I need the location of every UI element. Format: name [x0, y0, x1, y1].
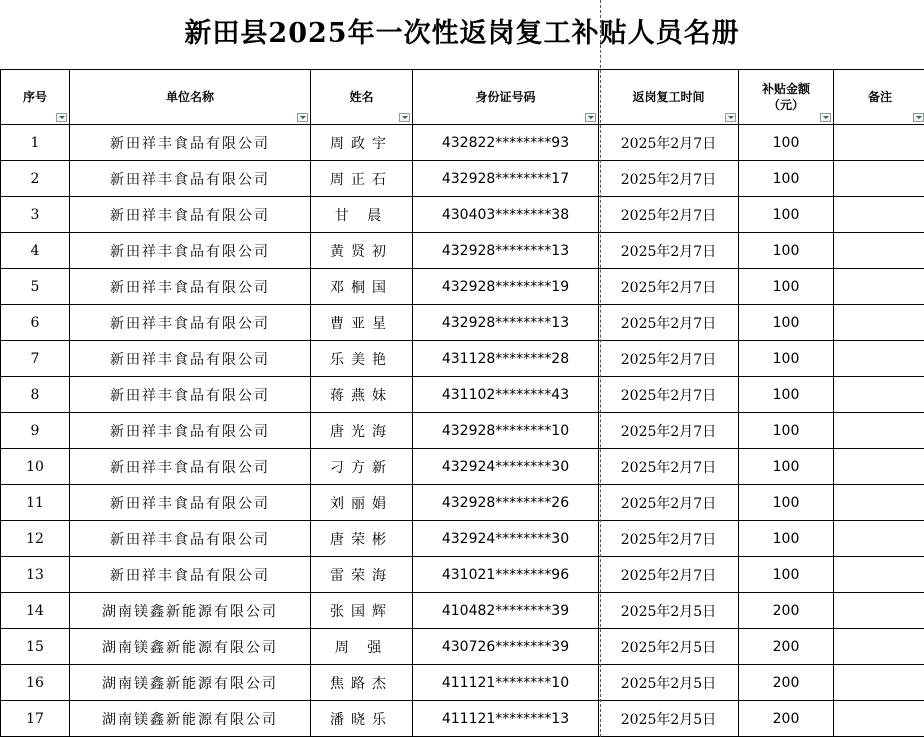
header-id	[413, 70, 599, 125]
cell-amount[interactable]: 100	[739, 341, 834, 377]
cell-remark[interactable]	[834, 629, 924, 665]
header-unit-label: 单位名称	[165, 90, 214, 104]
header-amount-label: 补贴金额	[761, 82, 810, 96]
cell-return-date[interactable]: 2025年2月7日	[599, 305, 739, 341]
cell-seq[interactable]: 13	[1, 557, 70, 593]
cell-return-date[interactable]: 2025年2月5日	[599, 665, 739, 701]
cell-return-date[interactable]: 2025年2月7日	[599, 233, 739, 269]
cell-return-date[interactable]: 2025年2月7日	[599, 269, 739, 305]
cell-return-date[interactable]: 2025年2月5日	[599, 593, 739, 629]
cell-amount[interactable]: 100	[739, 485, 834, 521]
cell-seq[interactable]: 2	[1, 161, 70, 197]
table-row	[1, 197, 924, 233]
cell-amount[interactable]: 200	[739, 593, 834, 629]
cell-unit[interactable]: 湖南镁鑫新能源有限公司	[70, 701, 311, 737]
page-break-line	[600, 0, 601, 737]
cell-name[interactable]: 甘 晨	[311, 197, 413, 233]
document-title: 新田县2025年一次性返岗复工补贴人员名册	[184, 18, 740, 49]
table-row	[1, 665, 924, 701]
cell-seq[interactable]: 7	[1, 341, 70, 377]
cell-id-number[interactable]: 432928********17	[413, 161, 599, 197]
cell-return-date[interactable]: 2025年2月7日	[599, 413, 739, 449]
cell-id-number[interactable]: 432928********10	[413, 413, 599, 449]
cell-return-date[interactable]: 2025年2月7日	[599, 125, 739, 161]
cell-name[interactable]: 刁方新	[311, 449, 413, 485]
header-remark	[834, 70, 924, 125]
cell-amount[interactable]: 100	[739, 197, 834, 233]
cell-return-date[interactable]: 2025年2月7日	[599, 557, 739, 593]
table-row	[1, 269, 924, 305]
cell-amount[interactable]: 100	[739, 413, 834, 449]
cell-seq[interactable]: 9	[1, 413, 70, 449]
filter-dropdown-icon[interactable]	[585, 113, 596, 122]
cell-unit[interactable]: 新田祥丰食品有限公司	[70, 377, 311, 413]
cell-remark[interactable]	[834, 305, 924, 341]
roster-table	[0, 69, 924, 737]
cell-return-date[interactable]: 2025年2月7日	[599, 521, 739, 557]
cell-name[interactable]: 黄贤初	[311, 233, 413, 269]
cell-unit[interactable]: 新田祥丰食品有限公司	[70, 305, 311, 341]
cell-amount[interactable]: 100	[739, 521, 834, 557]
cell-name[interactable]: 曹亚星	[311, 305, 413, 341]
cell-unit[interactable]: 新田祥丰食品有限公司	[70, 485, 311, 521]
table-row	[1, 485, 924, 521]
cell-return-date[interactable]: 2025年2月5日	[599, 701, 739, 737]
cell-unit[interactable]: 新田祥丰食品有限公司	[70, 233, 311, 269]
cell-amount[interactable]: 100	[739, 269, 834, 305]
filter-dropdown-icon[interactable]	[56, 113, 67, 122]
cell-unit[interactable]: 新田祥丰食品有限公司	[70, 269, 311, 305]
cell-id-number[interactable]: 432924********30	[413, 521, 599, 557]
header-remark-label: 备注	[867, 90, 892, 104]
cell-seq[interactable]: 5	[1, 269, 70, 305]
table-row	[1, 341, 924, 377]
table-row	[1, 125, 924, 161]
cell-remark[interactable]	[834, 233, 924, 269]
cell-seq[interactable]: 15	[1, 629, 70, 665]
cell-name[interactable]: 周 强	[311, 629, 413, 665]
cell-remark[interactable]	[834, 125, 924, 161]
cell-unit[interactable]: 湖南镁鑫新能源有限公司	[70, 665, 311, 701]
cell-id-number[interactable]: 430403********38	[413, 197, 599, 233]
cell-unit[interactable]: 新田祥丰食品有限公司	[70, 413, 311, 449]
cell-remark[interactable]	[834, 269, 924, 305]
cell-amount[interactable]: 100	[739, 125, 834, 161]
cell-remark[interactable]	[834, 557, 924, 593]
header-amount-unit: （元）	[767, 98, 804, 112]
cell-unit[interactable]: 新田祥丰食品有限公司	[70, 557, 311, 593]
cell-seq[interactable]: 6	[1, 305, 70, 341]
cell-name[interactable]: 周政宇	[311, 125, 413, 161]
cell-amount[interactable]: 100	[739, 305, 834, 341]
cell-remark[interactable]	[834, 413, 924, 449]
cell-remark[interactable]	[834, 377, 924, 413]
cell-remark[interactable]	[834, 449, 924, 485]
roster-body	[1, 125, 924, 737]
cell-seq[interactable]: 1	[1, 125, 70, 161]
cell-seq[interactable]: 17	[1, 701, 70, 737]
cell-seq[interactable]: 4	[1, 233, 70, 269]
cell-remark[interactable]	[834, 197, 924, 233]
cell-unit[interactable]: 新田祥丰食品有限公司	[70, 197, 311, 233]
cell-seq[interactable]: 10	[1, 449, 70, 485]
cell-remark[interactable]	[834, 701, 924, 737]
table-row	[1, 305, 924, 341]
cell-name[interactable]: 唐荣彬	[311, 521, 413, 557]
cell-amount[interactable]: 100	[739, 557, 834, 593]
cell-seq[interactable]: 8	[1, 377, 70, 413]
header-row	[1, 70, 924, 125]
cell-id-number[interactable]: 431102********43	[413, 377, 599, 413]
cell-name[interactable]: 张国辉	[311, 593, 413, 629]
header-name-label: 姓名	[349, 90, 374, 104]
table-row	[1, 413, 924, 449]
header-seq	[1, 70, 70, 125]
cell-unit[interactable]: 新田祥丰食品有限公司	[70, 161, 311, 197]
cell-seq[interactable]: 11	[1, 485, 70, 521]
cell-name[interactable]: 雷荣海	[311, 557, 413, 593]
cell-return-date[interactable]: 2025年2月7日	[599, 341, 739, 377]
cell-remark[interactable]	[834, 341, 924, 377]
cell-seq[interactable]: 16	[1, 665, 70, 701]
header-time	[599, 70, 739, 125]
cell-id-number[interactable]: 430726********39	[413, 629, 599, 665]
filter-dropdown-icon[interactable]	[725, 113, 736, 122]
cell-return-date[interactable]: 2025年2月5日	[599, 629, 739, 665]
cell-amount[interactable]: 200	[739, 665, 834, 701]
filter-dropdown-icon[interactable]	[297, 113, 308, 122]
table-row	[1, 233, 924, 269]
filter-dropdown-icon[interactable]	[913, 113, 924, 122]
cell-name[interactable]: 焦路杰	[311, 665, 413, 701]
cell-name[interactable]: 周正石	[311, 161, 413, 197]
header-unit	[70, 70, 311, 125]
cell-id-number[interactable]: 432928********19	[413, 269, 599, 305]
cell-amount[interactable]: 200	[739, 629, 834, 665]
cell-id-number[interactable]: 431021********96	[413, 557, 599, 593]
cell-unit[interactable]: 新田祥丰食品有限公司	[70, 521, 311, 557]
header-amount	[739, 70, 834, 125]
cell-id-number[interactable]: 411121********13	[413, 701, 599, 737]
header-name	[311, 70, 413, 125]
title-row	[0, 0, 924, 69]
table-row	[1, 449, 924, 485]
filter-dropdown-icon[interactable]	[820, 113, 831, 122]
cell-id-number[interactable]: 432924********30	[413, 449, 599, 485]
cell-remark[interactable]	[834, 521, 924, 557]
cell-seq[interactable]: 12	[1, 521, 70, 557]
cell-unit[interactable]: 新田祥丰食品有限公司	[70, 449, 311, 485]
cell-amount[interactable]: 100	[739, 161, 834, 197]
header-time-label: 返岗复工时间	[632, 90, 705, 104]
cell-return-date[interactable]: 2025年2月7日	[599, 449, 739, 485]
cell-unit[interactable]: 湖南镁鑫新能源有限公司	[70, 593, 311, 629]
cell-return-date[interactable]: 2025年2月7日	[599, 377, 739, 413]
cell-id-number[interactable]: 432822********93	[413, 125, 599, 161]
header-id-label: 身份证号码	[475, 90, 536, 104]
table-row	[1, 161, 924, 197]
cell-seq[interactable]: 3	[1, 197, 70, 233]
cell-remark[interactable]	[834, 665, 924, 701]
cell-unit[interactable]: 新田祥丰食品有限公司	[70, 125, 311, 161]
cell-amount[interactable]: 100	[739, 377, 834, 413]
cell-return-date[interactable]: 2025年2月7日	[599, 161, 739, 197]
filter-dropdown-icon[interactable]	[399, 113, 410, 122]
table-row	[1, 557, 924, 593]
table-row	[1, 377, 924, 413]
cell-id-number[interactable]: 432928********26	[413, 485, 599, 521]
cell-name[interactable]: 刘丽娟	[311, 485, 413, 521]
cell-remark[interactable]	[834, 485, 924, 521]
cell-id-number[interactable]: 431128********28	[413, 341, 599, 377]
cell-return-date[interactable]: 2025年2月7日	[599, 485, 739, 521]
cell-seq[interactable]: 14	[1, 593, 70, 629]
cell-id-number[interactable]: 411121********10	[413, 665, 599, 701]
header-seq-label: 序号	[22, 90, 47, 104]
cell-amount[interactable]: 200	[739, 701, 834, 737]
cell-name[interactable]: 邓桐国	[311, 269, 413, 305]
table-row	[1, 521, 924, 557]
cell-remark[interactable]	[834, 593, 924, 629]
cell-unit[interactable]: 新田祥丰食品有限公司	[70, 341, 311, 377]
cell-id-number[interactable]: 410482********39	[413, 593, 599, 629]
cell-remark[interactable]	[834, 161, 924, 197]
cell-name[interactable]: 蒋燕妹	[311, 377, 413, 413]
cell-unit[interactable]: 湖南镁鑫新能源有限公司	[70, 629, 311, 665]
cell-name[interactable]: 唐光海	[311, 413, 413, 449]
cell-return-date[interactable]: 2025年2月7日	[599, 197, 739, 233]
cell-id-number[interactable]: 432928********13	[413, 233, 599, 269]
cell-amount[interactable]: 100	[739, 449, 834, 485]
table-row	[1, 629, 924, 665]
cell-amount[interactable]: 100	[739, 233, 834, 269]
cell-name[interactable]: 乐美艳	[311, 341, 413, 377]
table-row	[1, 593, 924, 629]
table-row	[1, 701, 924, 737]
cell-id-number[interactable]: 432928********13	[413, 305, 599, 341]
cell-name[interactable]: 潘晓乐	[311, 701, 413, 737]
